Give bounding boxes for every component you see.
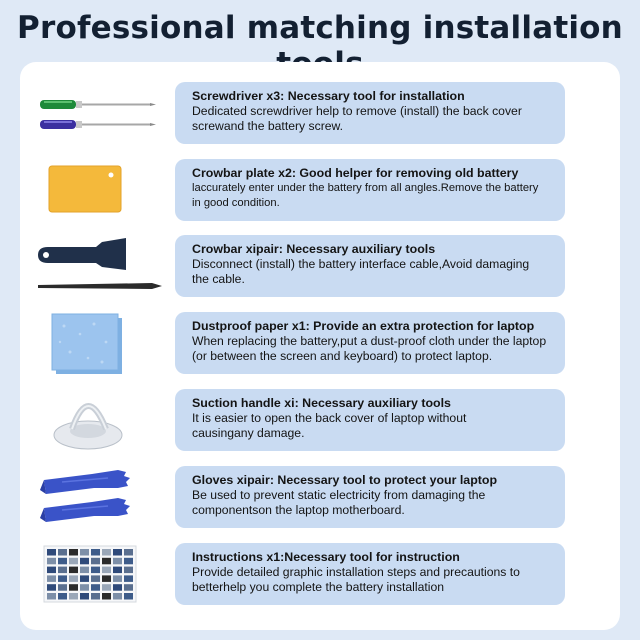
tool-description-line2: (or between the screen and keyboard) to protect laptop.	[192, 349, 493, 363]
content-panel	[20, 62, 620, 630]
tool-heading: Crowbar plate x2: Good helper for removing old battery	[192, 166, 519, 180]
crowbar-plate-icon	[32, 159, 172, 221]
tool-card-crowbar	[175, 235, 565, 297]
tool-row-crowbar-plate	[20, 159, 620, 221]
tool-description-line2: screwand the battery screw.	[192, 119, 344, 133]
tool-card-instructions	[175, 543, 565, 605]
tool-row-suction-handle	[20, 389, 620, 451]
tool-description-line1: Dedicated screwdriver help to remove (install) the back cover	[192, 104, 522, 118]
tool-description-line2: the cable.	[192, 272, 245, 286]
page-title: Professional matching installation	[17, 10, 623, 46]
tool-heading: Crowbar xipair: Necessary auxiliary tools	[192, 242, 436, 256]
tool-row-crowbar	[20, 235, 620, 297]
tool-heading: Gloves xipair: Necessary tool to protect your laptop	[192, 473, 498, 487]
tool-heading: Instructions x1:Necessary tool for instruction	[192, 550, 460, 564]
tool-heading: Screwdriver x3: Necessary tool for installation	[192, 89, 465, 103]
instructions-sheet-icon	[32, 543, 172, 605]
tool-row-screwdriver	[20, 82, 620, 144]
tool-card-crowbar-plate	[175, 159, 565, 221]
crowbar-tool-icon	[32, 235, 172, 297]
tool-card-suction-handle	[175, 389, 565, 451]
tool-description-line1: Disconnect (install) the battery interface cable,Avoid damaging	[192, 257, 530, 271]
suction-handle-icon	[32, 389, 172, 451]
dustproof-paper-icon	[32, 312, 172, 374]
gloves-icon	[32, 466, 172, 528]
tool-heading: Suction handle xi: Necessary auxiliary tools	[192, 396, 451, 410]
tool-description-line2: betterhelp you complete the battery installation	[192, 580, 445, 594]
tool-card-gloves	[175, 466, 565, 528]
tool-description-line1: It is easier to open the back cover of laptop without	[192, 411, 467, 425]
tool-row-dustproof-paper	[20, 312, 620, 374]
tool-description-line1: laccurately enter under the battery from all angles.Remove the battery	[192, 182, 539, 194]
tool-row-instructions	[20, 543, 620, 605]
tool-card-screwdriver	[175, 82, 565, 144]
tool-description-line1: Provide detailed graphic installation steps and precautions to	[192, 565, 520, 579]
tool-description-line2: componentson the laptop motherboard.	[192, 503, 405, 517]
tool-description-line1: When replacing the battery,put a dust-proof cloth under the laptop	[192, 334, 547, 348]
tool-description-line1: Be used to prevent static electricity from damaging the	[192, 488, 486, 502]
tool-heading: Dustproof paper x1: Provide an extra protection for laptop	[192, 319, 535, 333]
tool-card-dustproof-paper	[175, 312, 565, 374]
tool-description-line2: in good condition.	[192, 197, 280, 209]
tool-description-line2: causingany damage.	[192, 426, 305, 440]
screwdriver-icon	[32, 82, 172, 144]
tool-row-gloves	[20, 466, 620, 528]
